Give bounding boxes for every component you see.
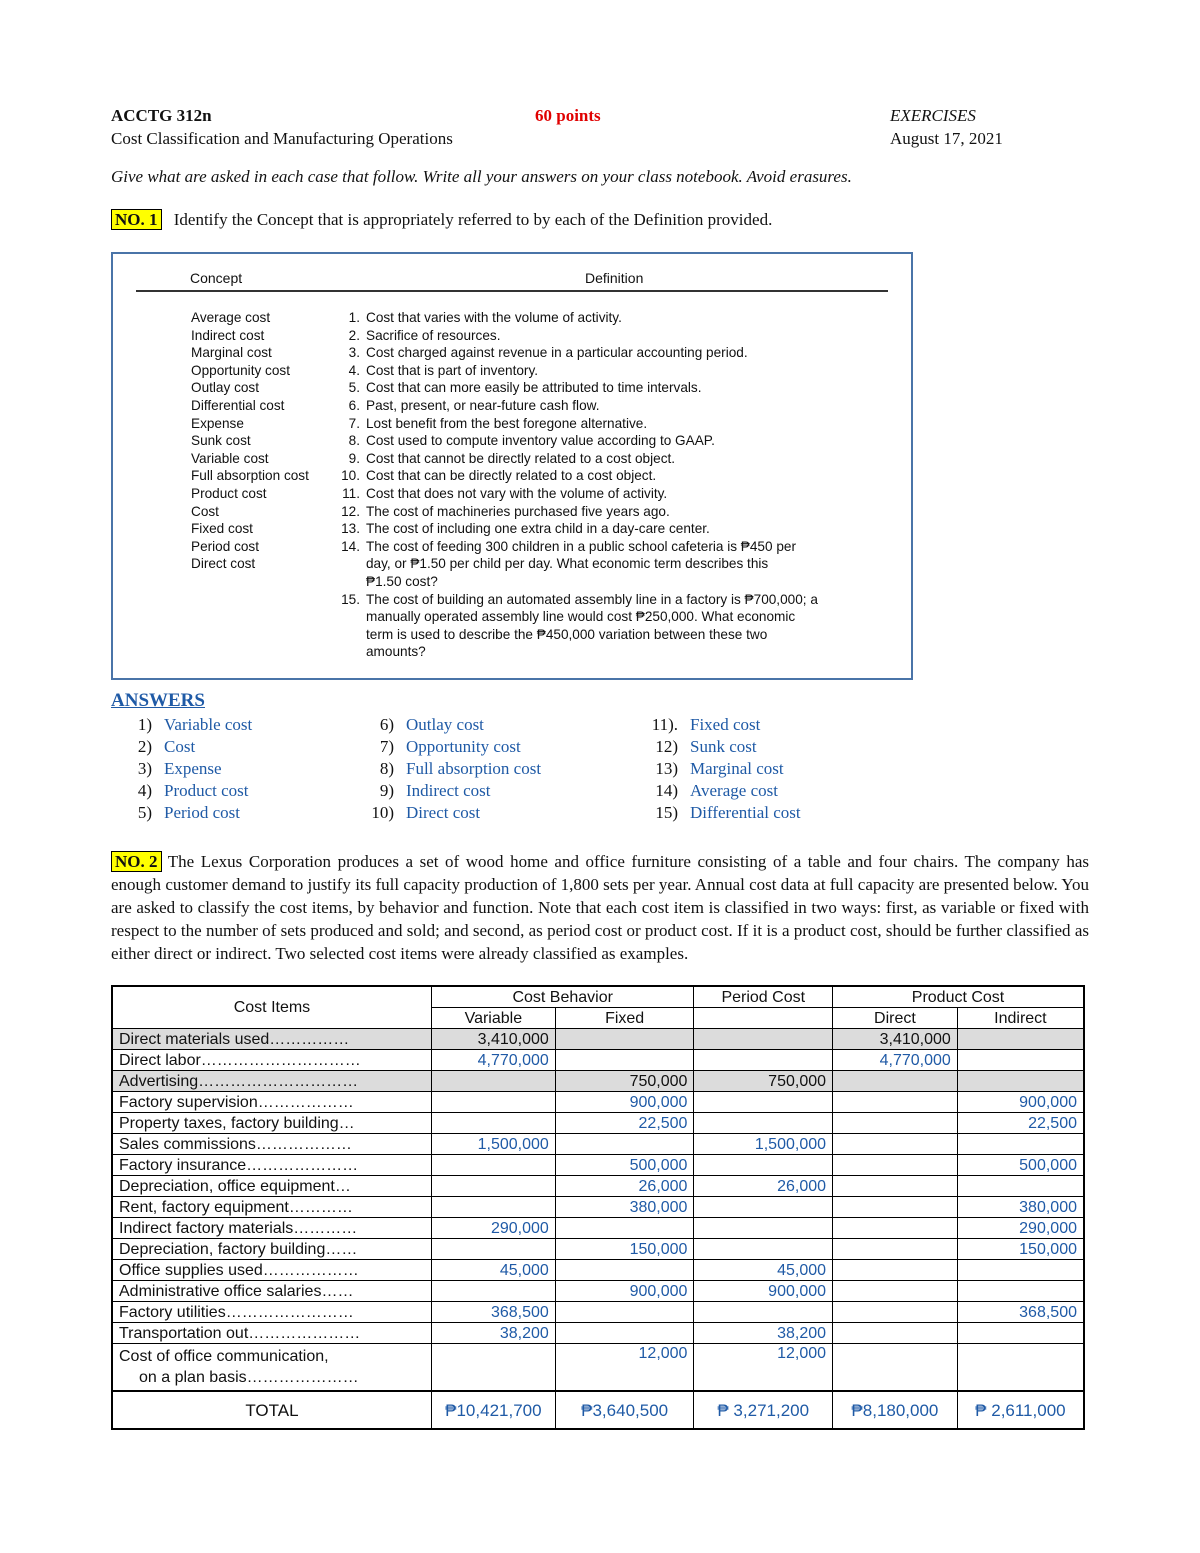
period-cell <box>694 1092 833 1113</box>
direct-cell <box>833 1218 958 1239</box>
period-subheader-blank <box>694 1008 833 1029</box>
direct-cell <box>833 1302 958 1323</box>
answer-text: Differential cost <box>690 803 801 822</box>
q1-prompt: Identify the Concept that is appropriately referred to by each of the Definition provided. <box>173 210 773 229</box>
indirect-cell: 380,000 <box>957 1197 1084 1218</box>
definition-list <box>330 309 900 661</box>
direct-cell <box>833 1197 958 1218</box>
variable-cell <box>431 1071 555 1092</box>
fixed-cell: 500,000 <box>555 1155 694 1176</box>
course-code: ACCTG 312n <box>111 106 212 125</box>
cost-item-cell: Transportation out………………… <box>112 1323 431 1344</box>
definition-item <box>330 450 900 468</box>
variable-cell <box>431 1344 555 1392</box>
answer-item <box>110 802 252 824</box>
answer-number: 7) <box>379 737 394 756</box>
definition-text: Cost that can more easily be attributed to time intervals. <box>366 380 702 396</box>
exercise-date: August 17, 2021 <box>890 129 1003 148</box>
answers-column-1 <box>110 714 252 824</box>
cost-item-cell: Direct labor………………………… <box>112 1050 431 1071</box>
answer-text: Fixed cost <box>690 715 761 734</box>
fixed-cell: 900,000 <box>555 1092 694 1113</box>
definition-item <box>330 309 900 327</box>
answers-column-2 <box>352 714 541 824</box>
fixed-header: Fixed <box>555 1008 694 1029</box>
cost-item-cell: Advertising………………………… <box>112 1071 431 1092</box>
definition-item <box>330 503 900 521</box>
fixed-cell <box>555 1134 694 1155</box>
cost-item-cell <box>112 1344 431 1392</box>
answer-item <box>636 714 801 736</box>
period-cell: 900,000 <box>694 1281 833 1302</box>
cost-item-cell: Administrative office salaries…… <box>112 1281 431 1302</box>
answer-text: Full absorption cost <box>406 759 542 778</box>
variable-cell <box>431 1155 555 1176</box>
answer-text: Period cost <box>164 803 241 822</box>
fixed-cell: 380,000 <box>555 1197 694 1218</box>
direct-cell <box>833 1071 958 1092</box>
answer-number: 9) <box>379 781 394 800</box>
variable-cell: 290,000 <box>431 1218 555 1239</box>
period-cell <box>694 1029 833 1050</box>
cost-item-cell: Direct materials used…………… <box>112 1029 431 1050</box>
cost-classification-table <box>111 985 1085 1430</box>
cost-items-header: Cost Items <box>112 986 431 1029</box>
concept-item: Marginal cost <box>191 345 272 361</box>
definition-text: The cost of feeding 300 children in a public school cafeteria is ₱450 per <box>366 538 796 554</box>
definition-item <box>330 485 900 503</box>
answer-text: Variable cost <box>164 715 253 734</box>
definition-number: 11. <box>342 485 360 501</box>
answer-number: 11). <box>651 715 678 734</box>
concept-item: Sunk cost <box>191 433 251 449</box>
fixed-cell: 22,500 <box>555 1113 694 1134</box>
definition-text: term is used to describe the ₱450,000 variation between these two <box>366 626 768 642</box>
answer-number: 3) <box>137 759 152 778</box>
variable-header: Variable <box>431 1008 555 1029</box>
table-row <box>112 1176 1084 1197</box>
cost-item-line: on a plan basis………………… <box>139 1369 359 1386</box>
indirect-cell <box>957 1071 1084 1092</box>
indirect-cell: 900,000 <box>957 1092 1084 1113</box>
cost-item-cell: Office supplies used……………… <box>112 1260 431 1281</box>
indirect-cell: 150,000 <box>957 1239 1084 1260</box>
concept-item: Full absorption cost <box>191 468 309 484</box>
answer-item <box>352 736 541 758</box>
total-variable: ₱10,421,700 <box>431 1391 555 1429</box>
direct-cell <box>833 1323 958 1344</box>
q1-heading <box>111 209 772 230</box>
definition-number: 6. <box>348 397 360 413</box>
concept-list <box>191 309 309 573</box>
cost-behavior-header: Cost Behavior <box>431 986 694 1008</box>
cost-item-cell: Depreciation, office equipment… <box>112 1176 431 1197</box>
fixed-cell: 12,000 <box>555 1344 694 1392</box>
table-row <box>112 1239 1084 1260</box>
answer-text: Indirect cost <box>406 781 491 800</box>
period-cell: 1,500,000 <box>694 1134 833 1155</box>
answer-number: 14) <box>655 781 678 800</box>
table-row <box>112 1029 1084 1050</box>
answers-column-3 <box>636 714 801 824</box>
definition-item <box>330 432 900 450</box>
period-cell: 26,000 <box>694 1176 833 1197</box>
definition-text: Cost that is part of inventory. <box>366 362 539 378</box>
topic-title: Cost Classification and Manufacturing Operations <box>111 129 453 148</box>
fixed-cell: 900,000 <box>555 1281 694 1302</box>
indirect-cell <box>957 1344 1084 1392</box>
answer-text: Sunk cost <box>690 737 757 756</box>
definition-item <box>330 467 900 485</box>
direct-header: Direct <box>833 1008 958 1029</box>
answer-item <box>110 758 252 780</box>
answer-number: 15) <box>655 803 678 822</box>
fixed-cell: 750,000 <box>555 1071 694 1092</box>
concept-item: Outlay cost <box>191 380 259 396</box>
variable-cell: 368,500 <box>431 1302 555 1323</box>
fixed-cell: 26,000 <box>555 1176 694 1197</box>
definition-number: 4. <box>348 362 360 378</box>
definition-item <box>330 362 900 380</box>
period-cell: 45,000 <box>694 1260 833 1281</box>
total-period: ₱ 3,271,200 <box>694 1391 833 1429</box>
variable-cell: 3,410,000 <box>431 1029 555 1050</box>
direct-cell <box>833 1260 958 1281</box>
period-cell <box>694 1113 833 1134</box>
definition-number: 3. <box>348 345 360 361</box>
variable-cell <box>431 1113 555 1134</box>
definition-item <box>330 397 900 415</box>
answer-item <box>636 736 801 758</box>
answer-item <box>352 758 541 780</box>
variable-cell: 38,200 <box>431 1323 555 1344</box>
answer-number: 13) <box>655 759 678 778</box>
variable-cell: 45,000 <box>431 1260 555 1281</box>
table-row <box>112 1218 1084 1239</box>
answer-item <box>636 780 801 802</box>
concept-item: Product cost <box>191 485 267 501</box>
table-row <box>112 1302 1084 1323</box>
variable-cell <box>431 1176 555 1197</box>
indirect-cell: 500,000 <box>957 1155 1084 1176</box>
answer-number: 8) <box>379 759 394 778</box>
definition-text: Cost that does not vary with the volume of activity. <box>366 485 668 501</box>
fixed-cell <box>555 1050 694 1071</box>
direct-cell <box>833 1239 958 1260</box>
variable-cell <box>431 1092 555 1113</box>
definition-text: Sacrifice of resources. <box>366 327 501 343</box>
answer-item <box>636 802 801 824</box>
concept-item: Average cost <box>191 310 271 325</box>
direct-cell <box>833 1092 958 1113</box>
cost-item-cell: Factory insurance………………… <box>112 1155 431 1176</box>
definition-number: 8. <box>348 433 360 449</box>
concept-item: Cost <box>191 503 219 519</box>
definition-text: The cost of building an automated assembly line in a factory is ₱700,000; a <box>366 591 818 607</box>
definition-item <box>330 327 900 345</box>
answer-text: Average cost <box>690 781 778 800</box>
cost-item-cell: Property taxes, factory building… <box>112 1113 431 1134</box>
table-row <box>112 1071 1084 1092</box>
definition-text: Cost that varies with the volume of activity. <box>366 310 622 325</box>
q2-text: The Lexus Corporation produces a set of wood home and office furniture consisting of a table and four chairs. The company has enough customer demand to justify its full capacity production of 1,800 sets per year. Annual cost data at full capacity are presented below. You are asked to classify the cost items, by behavior and function. Note that each cost item is classified in two ways: first, as variable or fixed with respect to the number of sets produced and sold; and second, as period cost or product cost. If it is a product cost, should be further classified as either direct or indirect. Two selected cost items were already classified as examples. <box>111 852 1089 963</box>
variable-cell: 1,500,000 <box>431 1134 555 1155</box>
definition-item <box>330 415 900 433</box>
answer-item <box>352 802 541 824</box>
total-row <box>112 1391 1084 1429</box>
answer-number: 6) <box>379 715 394 734</box>
direct-cell <box>833 1344 958 1392</box>
indirect-cell: 290,000 <box>957 1218 1084 1239</box>
indirect-cell <box>957 1134 1084 1155</box>
table-row <box>112 1323 1084 1344</box>
table-row <box>112 1260 1084 1281</box>
answer-number: 10) <box>371 803 394 822</box>
direct-cell <box>833 1134 958 1155</box>
definition-number: 7. <box>348 415 360 431</box>
q2-paragraph <box>111 850 1089 965</box>
indirect-cell <box>957 1323 1084 1344</box>
answer-item <box>110 736 252 758</box>
fixed-cell <box>555 1260 694 1281</box>
definition-number: 9. <box>348 450 360 466</box>
direct-cell <box>833 1281 958 1302</box>
definition-number: 10. <box>341 468 360 484</box>
points-label: 60 points <box>535 106 601 125</box>
answer-text: Direct cost <box>406 803 481 822</box>
definition-text: day, or ₱1.50 per child per day. What economic term describes this <box>366 556 769 572</box>
period-cell <box>694 1050 833 1071</box>
definition-number: 12. <box>341 503 360 519</box>
definition-item <box>330 538 900 591</box>
definition-text: Lost benefit from the best foregone alternative. <box>366 415 648 431</box>
concept-column-header: Concept <box>190 270 243 286</box>
definition-text: The cost of machineries purchased five years ago. <box>366 503 670 519</box>
direct-cell <box>833 1113 958 1134</box>
answer-number: 4) <box>137 781 152 800</box>
concept-item: Direct cost <box>191 556 256 572</box>
definition-text: amounts? <box>366 644 426 660</box>
fixed-cell <box>555 1302 694 1323</box>
q2-tag: NO. 2 <box>111 851 162 872</box>
indirect-cell <box>957 1176 1084 1197</box>
answer-text: Outlay cost <box>406 715 484 734</box>
definition-text: Cost charged against revenue in a particular accounting period. <box>366 345 748 361</box>
table-row <box>112 1050 1084 1071</box>
period-cell <box>694 1218 833 1239</box>
table-row <box>112 1197 1084 1218</box>
total-fixed: ₱3,640,500 <box>555 1391 694 1429</box>
period-cell <box>694 1302 833 1323</box>
definition-column-header: Definition <box>585 270 644 286</box>
period-cell <box>694 1239 833 1260</box>
direct-cell <box>833 1155 958 1176</box>
definition-number: 1. <box>348 310 360 325</box>
period-cell: 38,200 <box>694 1323 833 1344</box>
answer-item <box>110 780 252 802</box>
definition-number: 14. <box>341 538 360 554</box>
variable-cell: 4,770,000 <box>431 1050 555 1071</box>
fixed-cell: 150,000 <box>555 1239 694 1260</box>
period-cell: 750,000 <box>694 1071 833 1092</box>
total-label: TOTAL <box>112 1391 431 1429</box>
answer-number: 5) <box>137 803 152 822</box>
concept-item: Opportunity cost <box>191 362 290 378</box>
definition-text: ₱1.50 cost? <box>366 573 438 589</box>
fixed-cell <box>555 1029 694 1050</box>
variable-cell <box>431 1197 555 1218</box>
period-cost-header: Period Cost <box>694 986 833 1008</box>
indirect-header: Indirect <box>957 1008 1084 1029</box>
cost-table-body <box>112 1029 1084 1344</box>
direct-cell <box>833 1176 958 1197</box>
indirect-cell <box>957 1029 1084 1050</box>
direct-cell: 3,410,000 <box>833 1029 958 1050</box>
indirect-cell: 22,500 <box>957 1113 1084 1134</box>
concept-item: Differential cost <box>191 397 285 413</box>
answer-item <box>110 714 252 736</box>
definition-text: Cost used to compute inventory value according to GAAP. <box>366 433 715 449</box>
table-row <box>112 1281 1084 1302</box>
definition-text: manually operated assembly line would cost ₱250,000. What economic <box>366 609 796 625</box>
direct-cell: 4,770,000 <box>833 1050 958 1071</box>
indirect-cell <box>957 1260 1084 1281</box>
table-row <box>112 1092 1084 1113</box>
period-cell <box>694 1155 833 1176</box>
answer-item <box>352 780 541 802</box>
cost-item-cell: Factory utilities…………………… <box>112 1302 431 1323</box>
answer-number: 2) <box>137 737 152 756</box>
answer-text: Marginal cost <box>690 759 784 778</box>
definition-number: 13. <box>341 521 360 537</box>
table-row <box>112 1344 1084 1392</box>
cost-item-cell: Rent, factory equipment………… <box>112 1197 431 1218</box>
table-row <box>112 1155 1084 1176</box>
answer-number: 1) <box>137 715 152 734</box>
fixed-cell <box>555 1218 694 1239</box>
concept-table-header <box>136 270 888 292</box>
concept-item: Fixed cost <box>191 521 253 537</box>
cost-item-line: Cost of office communication, <box>119 1348 329 1365</box>
answers-title: ANSWERS <box>111 690 205 711</box>
cost-item-cell: Depreciation, factory building…… <box>112 1239 431 1260</box>
fixed-cell <box>555 1323 694 1344</box>
definition-item <box>330 344 900 362</box>
cost-item-cell: Indirect factory materials………… <box>112 1218 431 1239</box>
definition-text: Past, present, or near-future cash flow. <box>366 397 600 413</box>
concept-item: Period cost <box>191 538 260 554</box>
variable-cell <box>431 1281 555 1302</box>
table-row <box>112 1134 1084 1155</box>
indirect-cell <box>957 1050 1084 1071</box>
definition-item <box>330 591 900 661</box>
definition-text: The cost of including one extra child in a day-care center. <box>366 521 710 537</box>
definition-item <box>330 379 900 397</box>
answer-text: Cost <box>164 737 196 756</box>
exercise-type: EXERCISES <box>890 106 976 125</box>
answer-number: 12) <box>655 737 678 756</box>
concept-item: Indirect cost <box>191 327 265 343</box>
table-row <box>112 1113 1084 1134</box>
total-indirect: ₱ 2,611,000 <box>957 1391 1084 1429</box>
indirect-cell <box>957 1281 1084 1302</box>
concept-item: Expense <box>191 415 244 431</box>
definition-number: 5. <box>348 380 360 396</box>
definition-text: Cost that cannot be directly related to a cost object. <box>366 450 676 466</box>
answer-text: Product cost <box>164 781 249 800</box>
indirect-cell: 368,500 <box>957 1302 1084 1323</box>
definition-number: 15. <box>341 591 360 607</box>
definition-text: Cost that can be directly related to a cost object. <box>366 468 657 484</box>
product-cost-header: Product Cost <box>833 986 1084 1008</box>
variable-cell <box>431 1239 555 1260</box>
definition-number: 2. <box>348 327 360 343</box>
answer-item <box>636 758 801 780</box>
answer-text: Opportunity cost <box>406 737 521 756</box>
total-direct: ₱8,180,000 <box>833 1391 958 1429</box>
period-cell: 12,000 <box>694 1344 833 1392</box>
definition-item <box>330 520 900 538</box>
concept-item: Variable cost <box>191 450 269 466</box>
cost-item-cell: Sales commissions……………… <box>112 1134 431 1155</box>
q1-tag: NO. 1 <box>111 209 162 230</box>
answer-text: Expense <box>164 759 222 778</box>
answer-item <box>352 714 541 736</box>
period-cell <box>694 1197 833 1218</box>
cost-item-cell: Factory supervision……………… <box>112 1092 431 1113</box>
instructions: Give what are asked in each case that follow. Write all your answers on your class notebook. Avoid erasures. <box>111 167 852 186</box>
